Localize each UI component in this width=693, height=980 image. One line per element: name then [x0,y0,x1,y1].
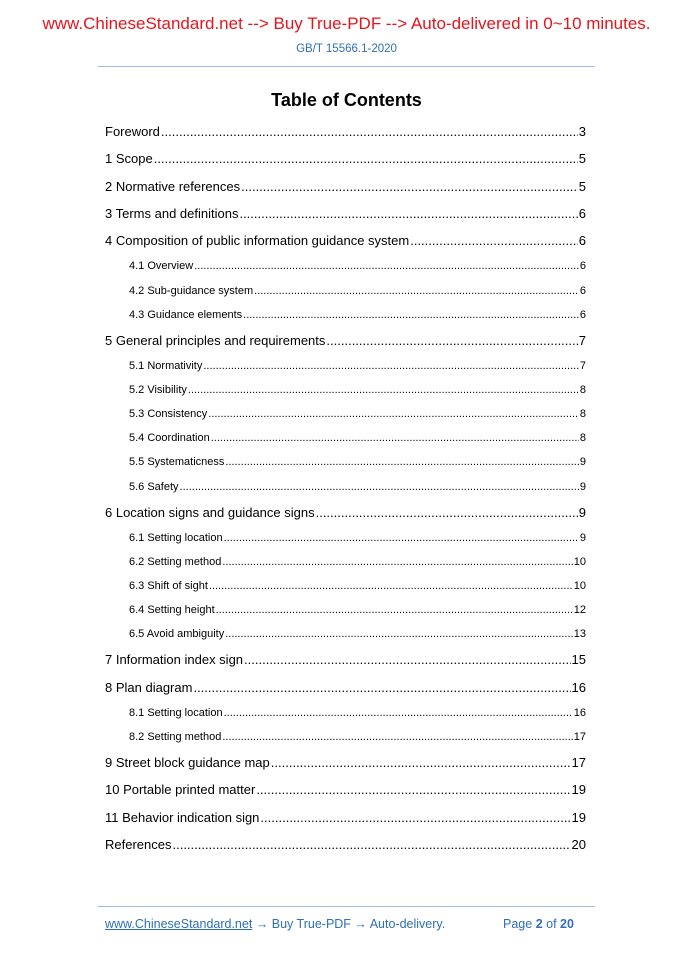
toc-entry-label: 6.5 Avoid ambiguity [129,628,225,641]
toc-entry[interactable] [105,402,586,426]
toc-entry-page: 7 [579,360,586,373]
toc-entry-page: 8 [579,432,586,445]
toc-entry-page: 9 [579,480,586,493]
toc-dot-leader [154,145,578,172]
toc-dot-leader [216,598,573,622]
header-divider [98,66,595,67]
page-total: 20 [560,917,574,931]
page-indicator [503,917,574,931]
toc-entry-page: 13 [573,628,586,641]
toc-dot-leader [243,303,579,327]
toc-entry-label: 6.1 Setting location [129,531,223,544]
toc-entry[interactable] [105,279,586,303]
toc-entry-label: 4.3 Guidance elements [129,308,243,321]
toc-entry-label: 8.2 Setting method [129,731,222,744]
toc-entry-label: 4.2 Sub-guidance system [129,284,254,297]
toc-entry-page: 8 [579,408,586,421]
toc-entry-page: 9 [579,456,586,469]
toc-entry[interactable] [105,749,586,776]
footer-promo-text: → Buy True-PDF → Auto-delivery. [252,917,446,931]
toc-entry-label: 5.3 Consistency [129,408,208,421]
toc-entry[interactable] [105,227,586,254]
of-label: of [546,917,557,931]
toc-entry-label: 6 Location signs and guidance signs [105,504,315,520]
toc-entry[interactable] [105,674,586,701]
toc-entry[interactable] [105,701,586,725]
toc-dot-leader [193,674,570,701]
toc-entry-page: 6 [578,205,586,221]
toc-entry[interactable] [105,622,586,646]
toc-dot-leader [326,327,577,354]
toc-entry[interactable] [105,550,586,574]
toc-entry-label: 5.5 Systematicness [129,456,225,469]
toc-entry[interactable] [105,475,586,499]
toc-entry[interactable] [105,646,586,673]
toc-dot-leader [222,725,572,749]
toc-dot-leader [180,475,579,499]
toc-entry-page: 17 [571,755,586,771]
toc-entry[interactable] [105,378,586,402]
toc-dot-leader [254,279,579,303]
toc-entry-page: 15 [571,652,586,668]
toc-dot-leader [188,378,579,402]
toc-entry-page: 20 [571,837,586,853]
toc-entry[interactable] [105,776,586,803]
toc-entry-page: 16 [573,706,586,719]
toc-entry-page: 12 [573,604,586,617]
toc-entry-label: 1 Scope [105,151,153,167]
toc-entry-page: 17 [573,731,586,744]
toc-entry-label: 5.6 Safety [129,480,179,493]
toc-entry-page: 10 [573,556,586,569]
toc-entry[interactable] [105,831,586,858]
toc-entry-label: 9 Street block guidance map [105,755,270,771]
toc-dot-leader [225,450,579,474]
toc-dot-leader [256,776,570,803]
toc-entry-label: 6.3 Shift of sight [129,580,208,593]
toc-dot-leader [203,354,579,378]
toc-entry-label: Foreword [105,124,160,139]
toc-entry-page: 16 [571,679,586,695]
toc-dot-leader [224,701,573,725]
toc-entry-page: 6 [579,308,586,321]
toc-entry[interactable] [105,303,586,327]
toc-entry[interactable] [105,598,586,622]
toc-entry[interactable] [105,499,586,526]
toc-dot-leader [161,118,578,145]
toc-dot-leader [225,622,573,646]
toc-dot-leader [208,402,579,426]
toc-entry-label: 10 Portable printed matter [105,782,256,798]
toc-entry-page: 6 [579,260,586,273]
toc-entry-label: 5.2 Visibility [129,384,187,397]
toc-entry[interactable] [105,574,586,598]
toc-dot-leader [172,831,570,858]
toc-entry[interactable] [105,804,586,831]
toc-entry-label: References [105,837,172,853]
page-label: Page [503,917,533,931]
toc-entry[interactable] [105,173,586,200]
toc-entry-label: 8.1 Setting location [129,706,223,719]
toc-entry[interactable] [105,426,586,450]
toc-dot-leader [239,200,577,227]
toc-entry[interactable] [105,200,586,227]
toc-entry[interactable] [105,450,586,474]
toc-entry-page: 9 [578,504,586,520]
toc-entry-page: 7 [578,332,586,348]
header-banner[interactable]: www.ChineseStandard.net --> Buy True-PDF --> Auto-delivered in 0~10 minutes. [42,14,651,33]
table-of-contents [105,118,586,858]
toc-entry-label: 11 Behavior indication sign [105,809,260,825]
toc-dot-leader [271,749,571,776]
toc-entry-page: 5 [578,151,586,167]
toc-dot-leader [211,426,579,450]
toc-entry[interactable] [105,354,586,378]
toc-dot-leader [316,499,578,526]
toc-entry-label: 6.2 Setting method [129,556,222,569]
toc-entry-page: 19 [571,782,586,798]
toc-entry-page: 6 [578,233,586,249]
toc-entry-label: 2 Normative references [105,178,241,194]
toc-entry-label: 3 Terms and definitions [105,205,239,221]
toc-entry-page: 5 [578,178,586,194]
toc-dot-leader [244,646,571,673]
toc-dot-leader [260,804,570,831]
toc-entry-label: 7 Information index sign [105,652,244,668]
toc-entry-label: 5.1 Normativity [129,360,203,373]
footer-website-link[interactable]: www.ChineseStandard.net [105,917,253,931]
toc-entry-page: 10 [573,580,586,593]
page-title: Table of Contents [271,90,422,110]
toc-dot-leader [224,526,579,550]
toc-dot-leader [241,173,578,200]
toc-entry-page: 3 [578,124,586,139]
toc-entry[interactable] [105,118,586,145]
toc-dot-leader [410,227,578,254]
toc-entry[interactable] [105,526,586,550]
toc-entry[interactable] [105,145,586,172]
toc-entry-page: 6 [579,284,586,297]
toc-entry-page: 8 [579,384,586,397]
toc-entry[interactable] [105,725,586,749]
toc-entry-page: 9 [579,531,586,544]
toc-entry[interactable] [105,254,586,278]
toc-entry-page: 19 [571,809,586,825]
toc-entry[interactable] [105,327,586,354]
page-current: 2 [535,917,543,931]
footer-divider [98,906,595,907]
toc-entry-label: 4.1 Overview [129,260,194,273]
toc-entry-label: 8 Plan diagram [105,679,193,695]
toc-entry-label: 5.4 Coordination [129,432,210,445]
footer-promo [105,917,445,931]
toc-entry-label: 6.4 Setting height [129,604,215,617]
toc-dot-leader [194,254,579,278]
toc-dot-leader [222,550,572,574]
toc-dot-leader [209,574,573,598]
toc-entry-label: 5 General principles and requirements [105,332,326,348]
toc-entry-label: 4 Composition of public information guidance system [105,233,410,249]
document-number: GB/T 15566.1-2020 [296,43,397,55]
